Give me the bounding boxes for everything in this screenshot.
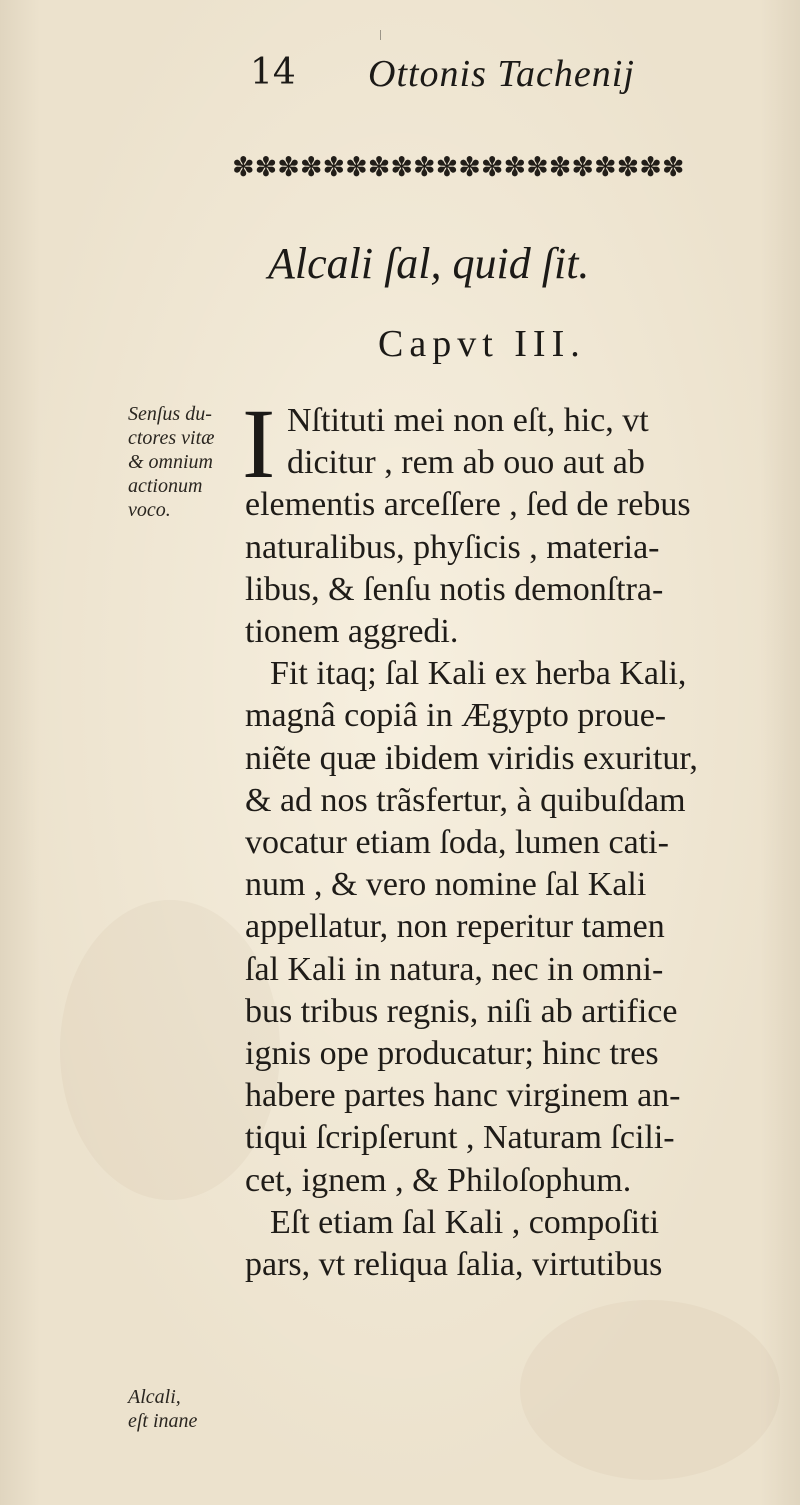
margin-note-line: actionum [128, 475, 203, 497]
margin-note-line: Alcali, [128, 1386, 181, 1408]
text-line: ſal Kali in natura, nec in omni- [245, 950, 664, 988]
text-line: tiqui ſcripſerunt , Naturam ſcili- [245, 1119, 675, 1157]
body-text [245, 400, 790, 1286]
text-line: habere partes hanc virginem an- [245, 1077, 681, 1115]
drop-cap: I [242, 388, 276, 499]
text-line: pars, vt reliqua ſalia, virtutibus [245, 1246, 663, 1284]
text-line: naturalibus, phyſicis , materia- [245, 528, 660, 566]
section-heading: Alcali ſal, quid ſit. [268, 239, 590, 288]
text-line: appellatur, non reperitur tamen [245, 908, 665, 946]
text-line: magnâ copiâ in Ægypto proue- [245, 697, 667, 735]
margin-note [128, 1385, 240, 1433]
text-line: tionem aggredi. [245, 613, 459, 651]
margin-note-line: & omnium [128, 451, 213, 473]
text-line: elementis arceſſere , ſed de rebus [245, 486, 691, 524]
text-line: cet, ignem , & Philoſophum. [245, 1161, 632, 1199]
margin-note-line: ctores vitæ [128, 427, 215, 449]
page-number: 14 [250, 52, 296, 93]
chapter-title: Capvt III. [378, 323, 586, 365]
ornament-band: ✽✽✽✽✽✽✽✽✽✽✽✽✽✽✽✽✽✽✽✽ [232, 152, 685, 183]
margin-note-line: Senſus du- [128, 403, 212, 425]
text-line: dicitur , rem ab ouo aut ab [287, 444, 645, 482]
text-line: Eſt etiam ſal Kali , compoſiti [270, 1203, 660, 1241]
margin-note-line: eſt inane [128, 1410, 198, 1432]
text-line: ignis ope producatur; hinc tres [245, 1035, 659, 1073]
text-line: Fit itaq; ſal Kali ex herba Kali, [270, 655, 687, 693]
running-title: Ottonis Tachenij [368, 53, 635, 95]
text-line: num , & vero nomine ſal Kali [245, 866, 647, 904]
paper-mark [380, 30, 381, 40]
text-line: & ad nos trãsfertur, à quibuſdam [245, 781, 686, 819]
text-line: bus tribus regnis, niſi ab artifice [245, 992, 678, 1030]
margin-note-line: voco. [128, 499, 171, 521]
text-line: Nſtituti mei non eſt, hic, vt [287, 402, 649, 439]
text-line: libus, & ſenſu notis demonſtra- [245, 570, 664, 608]
text-line: vocatur etiam ſoda, lumen cati- [245, 824, 669, 862]
paper-stain [520, 1300, 780, 1480]
running-head [0, 52, 800, 102]
margin-note [128, 402, 240, 522]
text-line: niẽte quæ ibidem viridis exuritur, [245, 739, 698, 777]
